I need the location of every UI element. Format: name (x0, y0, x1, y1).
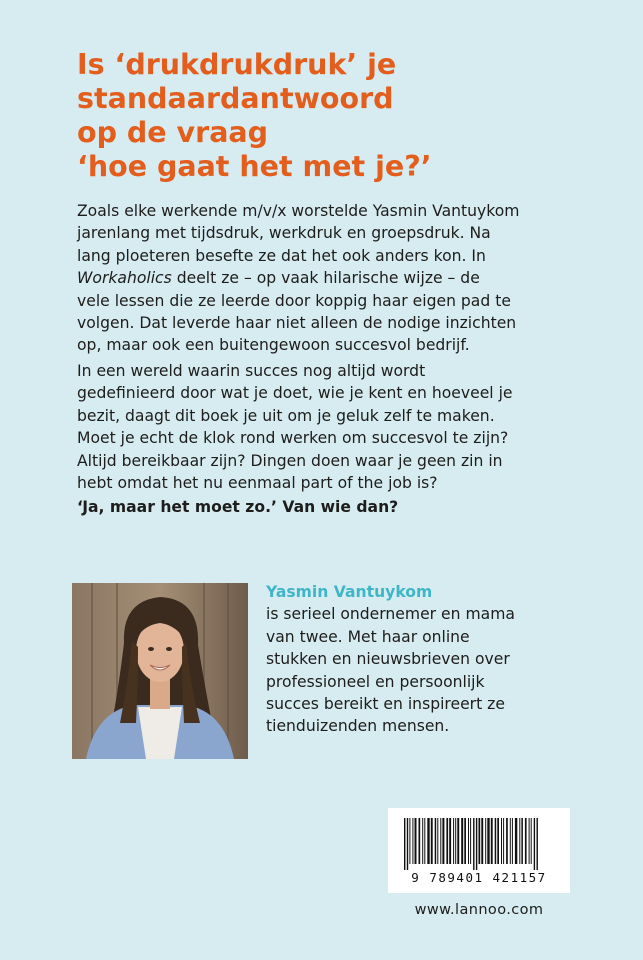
barcode-bar (453, 818, 454, 864)
author-bio-line: tienduizenden mensen. (266, 717, 450, 736)
barcode-bar (422, 818, 423, 864)
barcode-bar (442, 818, 444, 864)
book-title: Workaholics (77, 269, 172, 288)
author-bio-line: is serieel ondernemer en mama (266, 605, 515, 624)
author-portrait-illustration (72, 583, 248, 759)
isbn-digits: 9 789401 421157 (411, 870, 547, 885)
barcode-bar (404, 818, 405, 870)
blurb-line: gedefinieerd door wat je doet, wie je kent en hoeveel je (77, 384, 513, 403)
blurb-line: deelt ze – op vaak hilarische wijze – de (176, 269, 480, 288)
barcode-bar (529, 818, 530, 864)
barcode-bar (446, 818, 448, 864)
author-bio-line: professioneel en persoonlijk (266, 672, 485, 691)
author-name: Yasmin Vantuykom (266, 583, 433, 601)
barcode-bar (479, 818, 481, 864)
barcode-bar (503, 818, 504, 864)
barcode-bar (427, 818, 429, 864)
barcode-bar (435, 818, 437, 864)
blurb-line: lang ploeteren besefte ze dat het ook anders kon. In (77, 246, 486, 265)
barcode-bar (409, 818, 410, 864)
blurb-line: Altijd bereikbaar zijn? Dingen doen waar je geen zin in (77, 451, 503, 470)
barcode-bar (487, 818, 489, 864)
blurb-line: hebt omdat het nu eenmaal part of the job is? (77, 474, 438, 493)
barcode-bar (431, 818, 433, 864)
barcode-bar (495, 818, 497, 864)
blurb-line: Moet je echt de klok rond werken om succesvol te zijn? (77, 429, 509, 448)
barcode-bar (476, 818, 477, 870)
barcode-bar (531, 818, 532, 864)
barcode-bar (497, 818, 499, 864)
barcode-bar (419, 818, 421, 864)
headline-line: op de vraag (77, 116, 269, 149)
isbn-barcode (388, 808, 570, 893)
tagline: ‘Ja, maar het moet zo.’ Van wie dan? (77, 498, 399, 516)
blurb-line: bezit, daagt dit boek je uit om je geluk zelf te maken. (77, 406, 495, 425)
barcode-bar (461, 818, 463, 864)
barcode-bar (515, 818, 517, 864)
author-bio (266, 581, 586, 738)
barcode-bar (491, 818, 493, 864)
barcode-bar (485, 818, 486, 864)
barcode-bar (519, 818, 520, 864)
headline-line: ‘hoe gaat het met je?’ (77, 150, 432, 183)
blurb-line: In een wereld waarin succes nog altijd wordt (77, 362, 426, 380)
barcode-bar (481, 818, 483, 864)
barcode-bar (512, 818, 513, 864)
publisher-website: www.lannoo.com (414, 902, 544, 918)
author-bio-line: van twee. Met haar online (266, 627, 470, 646)
barcode-bar (468, 818, 469, 864)
blurb-line-with-title (77, 267, 597, 289)
blurb-line: vele lessen die ze leerde door koppig haar eigen pad te (77, 291, 511, 310)
author-bio-line: succes bereikt en inspireert ze (266, 695, 505, 714)
barcode-bar (470, 818, 471, 864)
barcode-bar (440, 818, 441, 864)
barcode-bar (412, 818, 413, 864)
blurb-line: jarenlang met tijdsdruk, werkdruk en groepsdruk. Na (77, 224, 491, 243)
barcode-bar (521, 818, 523, 864)
barcode-bar (449, 818, 451, 864)
barcode-bar (510, 818, 511, 864)
blurb-line: op, maar ook een buitengewoon succesvol bedrijf. (77, 336, 470, 355)
barcode-bar (407, 818, 408, 870)
barcode-bar (464, 818, 466, 864)
headline-line: standaardantwoord (77, 82, 394, 115)
headline (77, 48, 617, 184)
blurb-paragraph-2 (77, 360, 597, 494)
barcode-bar (534, 818, 535, 870)
barcode-bar (525, 818, 527, 864)
blurb-paragraph-1 (77, 200, 597, 357)
barcode-bar (437, 818, 438, 864)
barcode-bar (424, 818, 425, 864)
barcode-bar (415, 818, 417, 864)
barcode-bar (455, 818, 456, 864)
barcode-bar (501, 818, 502, 864)
headline-line: Is ‘drukdrukdruk’ je (77, 48, 397, 81)
author-photo (72, 583, 248, 759)
barcode-bar (457, 818, 459, 864)
barcode-bar (506, 818, 508, 864)
barcode-bar (537, 818, 538, 870)
author-bio-line: stukken en nieuwsbrieven over (266, 650, 510, 669)
barcode-bars (388, 808, 570, 870)
barcode-bar (473, 818, 474, 870)
blurb-line: volgen. Dat leverde haar niet alleen de nodige inzichten (77, 314, 517, 333)
blurb-line: Zoals elke werkende m/v/x worstelde Yasmin Vantuykom (77, 202, 520, 220)
